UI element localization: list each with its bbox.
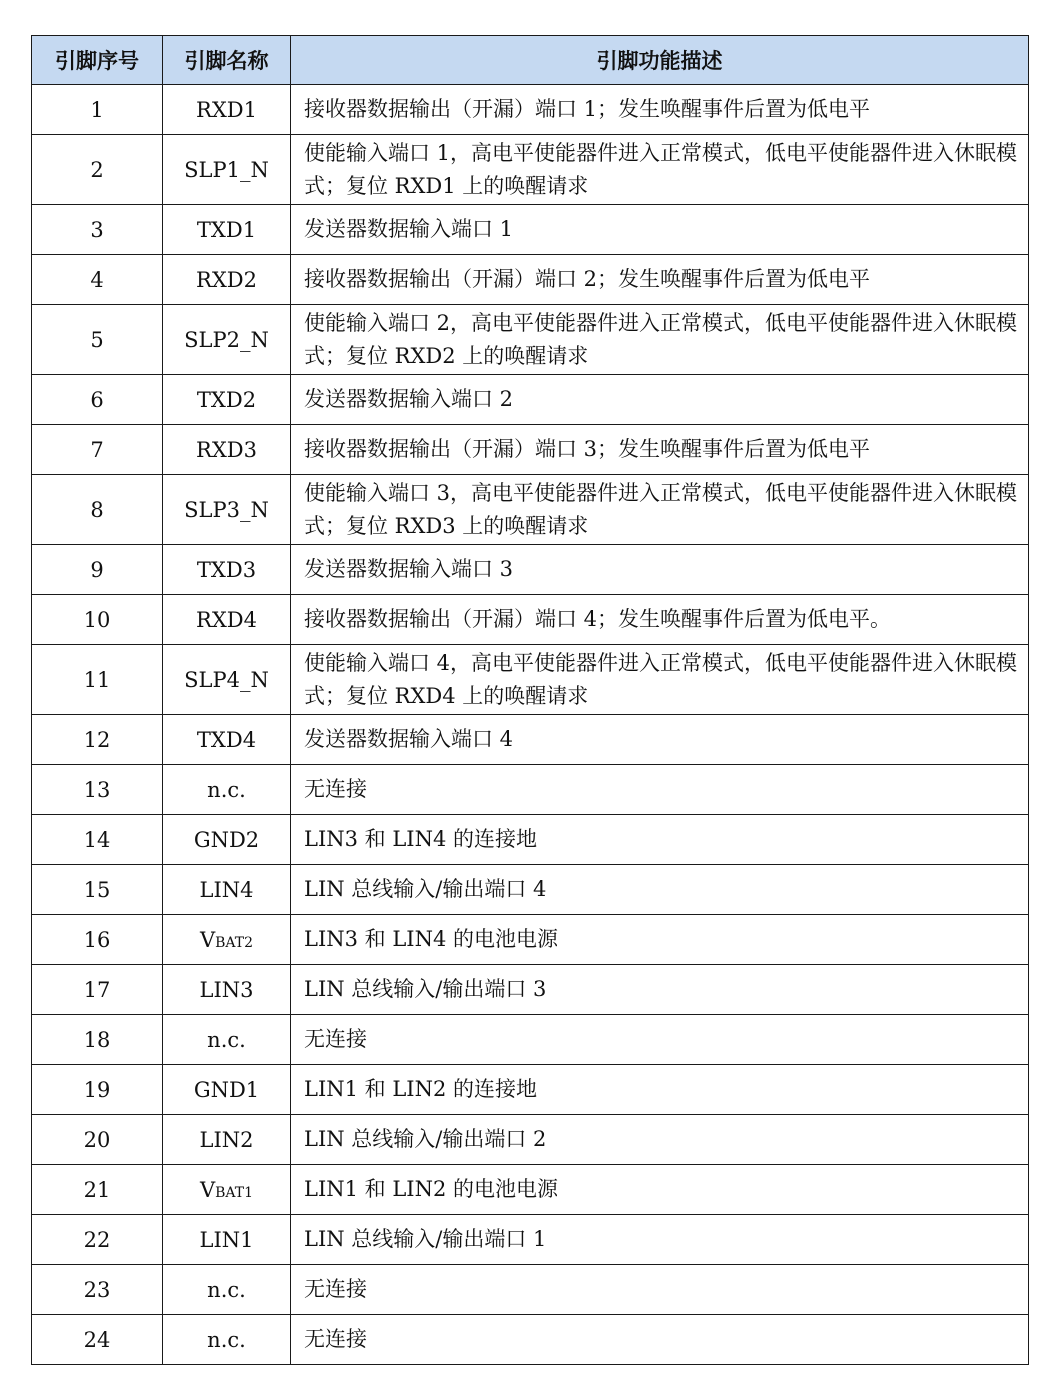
pin-name-cell: n.c. bbox=[163, 1315, 291, 1365]
table-row bbox=[32, 765, 1029, 815]
table-row bbox=[32, 1315, 1029, 1365]
pin-number-cell: 4 bbox=[32, 255, 163, 305]
pin-function-cell: LIN3 和 LIN4 的连接地 bbox=[291, 815, 1029, 865]
pin-function-cell: LIN 总线输入/输出端口 3 bbox=[291, 965, 1029, 1015]
pin-number-cell: 3 bbox=[32, 205, 163, 255]
pin-function-cell: 发送器数据输入端口 2 bbox=[291, 375, 1029, 425]
pin-name-cell: LIN4 bbox=[163, 865, 291, 915]
pin-description-table bbox=[31, 35, 1029, 1365]
table-row bbox=[32, 915, 1029, 965]
pin-number-cell: 7 bbox=[32, 425, 163, 475]
pin-number-cell: 21 bbox=[32, 1165, 163, 1215]
table-body bbox=[32, 85, 1029, 1365]
pin-number-cell: 18 bbox=[32, 1015, 163, 1065]
pin-name-cell: SLP1_N bbox=[163, 135, 291, 205]
table-row bbox=[32, 1165, 1029, 1215]
pin-number-cell: 1 bbox=[32, 85, 163, 135]
pin-name-cell: TXD2 bbox=[163, 375, 291, 425]
pin-number-cell: 2 bbox=[32, 135, 163, 205]
pin-name-cell bbox=[163, 915, 291, 965]
table-row bbox=[32, 205, 1029, 255]
pin-function-cell: LIN 总线输入/输出端口 4 bbox=[291, 865, 1029, 915]
pin-number-cell: 15 bbox=[32, 865, 163, 915]
pin-name-main: V bbox=[199, 927, 216, 952]
pin-function-cell: 无连接 bbox=[291, 765, 1029, 815]
table-row bbox=[32, 815, 1029, 865]
pin-number-cell: 9 bbox=[32, 545, 163, 595]
table-row bbox=[32, 85, 1029, 135]
table-row bbox=[32, 305, 1029, 375]
pin-function-cell: 无连接 bbox=[291, 1265, 1029, 1315]
pin-number-cell: 5 bbox=[32, 305, 163, 375]
pin-number-cell: 14 bbox=[32, 815, 163, 865]
table-row bbox=[32, 715, 1029, 765]
header-pin-number: 引脚序号 bbox=[32, 36, 163, 85]
pin-number-cell: 10 bbox=[32, 595, 163, 645]
pin-function-cell: 无连接 bbox=[291, 1015, 1029, 1065]
header-pin-name: 引脚名称 bbox=[163, 36, 291, 85]
pin-function-cell: 接收器数据输出（开漏）端口 3；发生唤醒事件后置为低电平 bbox=[291, 425, 1029, 475]
table-row bbox=[32, 255, 1029, 305]
table-row bbox=[32, 645, 1029, 715]
table-row bbox=[32, 1265, 1029, 1315]
pin-function-cell: LIN1 和 LIN2 的连接地 bbox=[291, 1065, 1029, 1115]
pin-name-cell: n.c. bbox=[163, 765, 291, 815]
table-row bbox=[32, 1065, 1029, 1115]
pin-function-cell: 使能输入端口 4，高电平使能器件进入正常模式，低电平使能器件进入休眠模式；复位 RXD4 上的唤醒请求 bbox=[291, 645, 1029, 715]
table-row bbox=[32, 865, 1029, 915]
table-row bbox=[32, 425, 1029, 475]
table-row bbox=[32, 1015, 1029, 1065]
table-row bbox=[32, 545, 1029, 595]
pin-name-cell: RXD2 bbox=[163, 255, 291, 305]
pin-name-cell: SLP3_N bbox=[163, 475, 291, 545]
pin-number-cell: 13 bbox=[32, 765, 163, 815]
pin-function-cell: LIN3 和 LIN4 的电池电源 bbox=[291, 915, 1029, 965]
header-pin-function: 引脚功能描述 bbox=[291, 36, 1029, 85]
pin-number-cell: 8 bbox=[32, 475, 163, 545]
pin-name-cell bbox=[163, 1165, 291, 1215]
pin-number-cell: 24 bbox=[32, 1315, 163, 1365]
pin-function-cell: LIN1 和 LIN2 的电池电源 bbox=[291, 1165, 1029, 1215]
pin-function-cell: 接收器数据输出（开漏）端口 1；发生唤醒事件后置为低电平 bbox=[291, 85, 1029, 135]
pin-name-cell: n.c. bbox=[163, 1265, 291, 1315]
pin-number-cell: 20 bbox=[32, 1115, 163, 1165]
pin-name-cell: LIN2 bbox=[163, 1115, 291, 1165]
pin-number-cell: 19 bbox=[32, 1065, 163, 1115]
pin-number-cell: 12 bbox=[32, 715, 163, 765]
pin-name-cell: LIN3 bbox=[163, 965, 291, 1015]
pin-function-cell: 接收器数据输出（开漏）端口 2；发生唤醒事件后置为低电平 bbox=[291, 255, 1029, 305]
pin-name-cell: SLP2_N bbox=[163, 305, 291, 375]
pin-name-cell: RXD4 bbox=[163, 595, 291, 645]
pin-function-cell: 使能输入端口 3，高电平使能器件进入正常模式，低电平使能器件进入休眠模式；复位 RXD3 上的唤醒请求 bbox=[291, 475, 1029, 545]
pin-function-cell: 接收器数据输出（开漏）端口 4；发生唤醒事件后置为低电平。 bbox=[291, 595, 1029, 645]
pin-name-cell: n.c. bbox=[163, 1015, 291, 1065]
pin-name-cell: RXD1 bbox=[163, 85, 291, 135]
pin-function-cell: 发送器数据输入端口 1 bbox=[291, 205, 1029, 255]
table-row bbox=[32, 475, 1029, 545]
table-row bbox=[32, 1115, 1029, 1165]
pin-number-cell: 22 bbox=[32, 1215, 163, 1265]
pin-name-cell: LIN1 bbox=[163, 1215, 291, 1265]
pin-name-subscript: BAT1 bbox=[215, 1184, 254, 1201]
table-row bbox=[32, 965, 1029, 1015]
pin-name-subscript: BAT2 bbox=[215, 934, 254, 951]
pin-function-cell: LIN 总线输入/输出端口 1 bbox=[291, 1215, 1029, 1265]
table-row bbox=[32, 595, 1029, 645]
pin-name-cell: SLP4_N bbox=[163, 645, 291, 715]
header-row bbox=[32, 36, 1029, 85]
pin-function-cell: 发送器数据输入端口 3 bbox=[291, 545, 1029, 595]
pin-number-cell: 6 bbox=[32, 375, 163, 425]
pin-function-cell: 使能输入端口 1，高电平使能器件进入正常模式，低电平使能器件进入休眠模式；复位 RXD1 上的唤醒请求 bbox=[291, 135, 1029, 205]
table-row bbox=[32, 375, 1029, 425]
pin-function-cell: 无连接 bbox=[291, 1315, 1029, 1365]
table-row bbox=[32, 135, 1029, 205]
pin-name-cell: TXD4 bbox=[163, 715, 291, 765]
pin-name-cell: RXD3 bbox=[163, 425, 291, 475]
pin-name-cell: TXD1 bbox=[163, 205, 291, 255]
pin-name-cell: TXD3 bbox=[163, 545, 291, 595]
table-row bbox=[32, 1215, 1029, 1265]
pin-function-cell: 使能输入端口 2，高电平使能器件进入正常模式，低电平使能器件进入休眠模式；复位 RXD2 上的唤醒请求 bbox=[291, 305, 1029, 375]
pin-function-cell: LIN 总线输入/输出端口 2 bbox=[291, 1115, 1029, 1165]
pin-name-cell: GND1 bbox=[163, 1065, 291, 1115]
pin-function-cell: 发送器数据输入端口 4 bbox=[291, 715, 1029, 765]
pin-number-cell: 23 bbox=[32, 1265, 163, 1315]
table-header bbox=[32, 36, 1029, 85]
pin-number-cell: 11 bbox=[32, 645, 163, 715]
pin-number-cell: 16 bbox=[32, 915, 163, 965]
pin-number-cell: 17 bbox=[32, 965, 163, 1015]
pin-name-cell: GND2 bbox=[163, 815, 291, 865]
pin-name-main: V bbox=[199, 1177, 216, 1202]
